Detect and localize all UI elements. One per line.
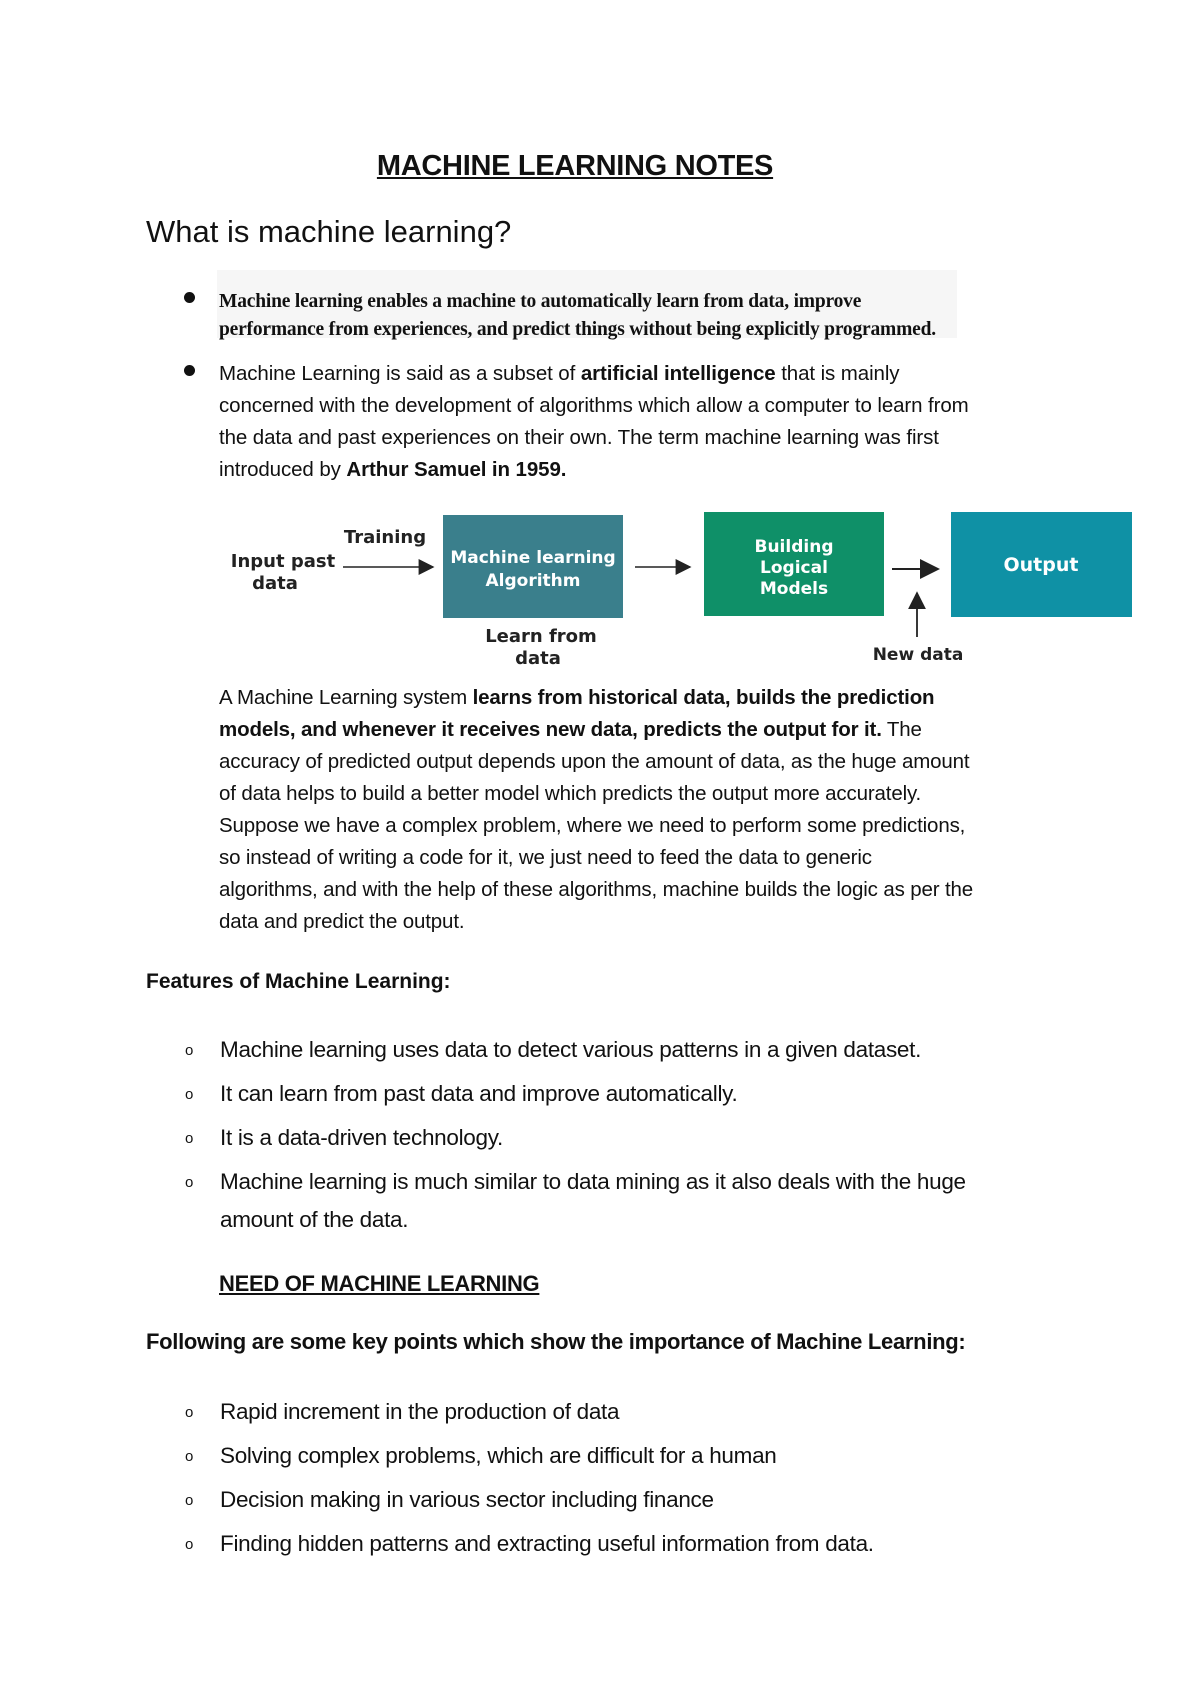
need-intro: Following are some key points which show the importance of Machine Learning:	[146, 1329, 966, 1354]
learn-label: data	[515, 648, 561, 669]
features-heading: Features of Machine Learning:	[146, 970, 451, 993]
input-label: data	[252, 573, 298, 594]
list-item	[180, 1119, 966, 1163]
list-item-text: Finding hidden patterns and extracting useful information from data.	[220, 1531, 874, 1556]
list-item-text: Decision making in various sector including finance	[220, 1487, 714, 1512]
bullet-line: Machine learning enables a machine to automatically learn from data, improve	[219, 291, 862, 312]
emphasis: Arthur Samuel in 1959.	[346, 458, 567, 481]
bullet-o-icon: o	[185, 1448, 194, 1465]
bullet-line: the data and past experiences on their own. The term machine learning was first	[219, 426, 939, 449]
list-item	[180, 1393, 874, 1437]
paragraph-line: data and predict the output.	[219, 910, 465, 933]
list-item	[180, 1437, 874, 1481]
system-paragraph	[219, 682, 973, 938]
input-label: Input past	[230, 551, 336, 572]
need-heading: NEED OF MACHINE LEARNING	[219, 1271, 540, 1296]
building-label: Logical	[760, 558, 828, 578]
features-list	[180, 1031, 966, 1239]
new-data-label: New data	[872, 645, 964, 665]
text-run: A Machine Learning system	[219, 686, 473, 709]
building-label: Models	[759, 579, 829, 599]
paragraph-line	[219, 714, 973, 746]
list-item-text: amount of the data.	[220, 1207, 409, 1232]
list-item-text: Machine learning is much similar to data mining as it also deals with the huge	[220, 1169, 966, 1194]
page-title: MACHINE LEARNING NOTES	[376, 150, 774, 182]
section-heading: What is machine learning?	[146, 214, 512, 249]
list-item-text: It is a data-driven technology.	[220, 1125, 503, 1150]
paragraph-line: Suppose we have a complex problem, where we need to perform some predictions,	[219, 814, 966, 837]
paragraph-line: of data helps to build a better model which predicts the output more accurately.	[219, 782, 922, 805]
text-run: Machine Learning is said as a subset of	[219, 362, 581, 385]
bullet-o-icon: o	[185, 1130, 194, 1147]
paragraph-line: algorithms, and with the help of these algorithms, machine builds the logic as per the	[219, 878, 973, 901]
list-item	[180, 1525, 874, 1569]
text-run: that is mainly	[775, 362, 900, 385]
bullet-o-icon: o	[185, 1174, 194, 1191]
paragraph-line: accuracy of predicted output depends upon the amount of data, as the huge amount	[219, 750, 970, 773]
bullet-o-icon: o	[185, 1404, 194, 1421]
emphasis: models, and whenever it receives new data, predicts the output for it.	[219, 718, 882, 741]
list-item	[180, 1481, 874, 1525]
bullet-o-icon: o	[185, 1536, 194, 1553]
learn-label: Learn from	[485, 626, 597, 647]
list-item	[180, 1075, 966, 1119]
bullet-line: concerned with the development of algorithms which allow a computer to learn from	[219, 394, 969, 417]
list-item	[180, 1031, 966, 1075]
list-item-text: It can learn from past data and improve automatically.	[220, 1081, 738, 1106]
algorithm-label: Algorithm	[485, 571, 581, 591]
list-item	[180, 1163, 966, 1239]
text-run: The	[881, 718, 922, 741]
algorithm-label: Machine learning	[450, 548, 616, 568]
paragraph-line: so instead of writing a code for it, we just need to feed the data to generic	[219, 846, 872, 869]
emphasis: learns from historical data, builds the prediction	[472, 686, 935, 709]
building-label: Building	[754, 537, 834, 557]
emphasis: artificial intelligence	[580, 362, 776, 385]
list-item-text: Machine learning uses data to detect various patterns in a given dataset.	[220, 1037, 922, 1062]
bullet-o-icon: o	[185, 1492, 194, 1509]
list-item-text: Rapid increment in the production of data	[220, 1399, 620, 1424]
bullet-o-icon: o	[185, 1042, 194, 1059]
list-item-text: Solving complex problems, which are difficult for a human	[220, 1443, 777, 1468]
bullet-line: performance from experiences, and predict things without being explicitly programmed.	[219, 319, 936, 340]
paragraph-line	[219, 682, 973, 714]
output-label: Output	[1003, 554, 1079, 576]
bullet-o-icon: o	[185, 1086, 194, 1103]
text-run: introduced by	[219, 458, 347, 481]
ml-flow-diagram	[0, 0, 1200, 700]
training-label: Training	[343, 527, 427, 548]
need-list	[180, 1393, 874, 1569]
